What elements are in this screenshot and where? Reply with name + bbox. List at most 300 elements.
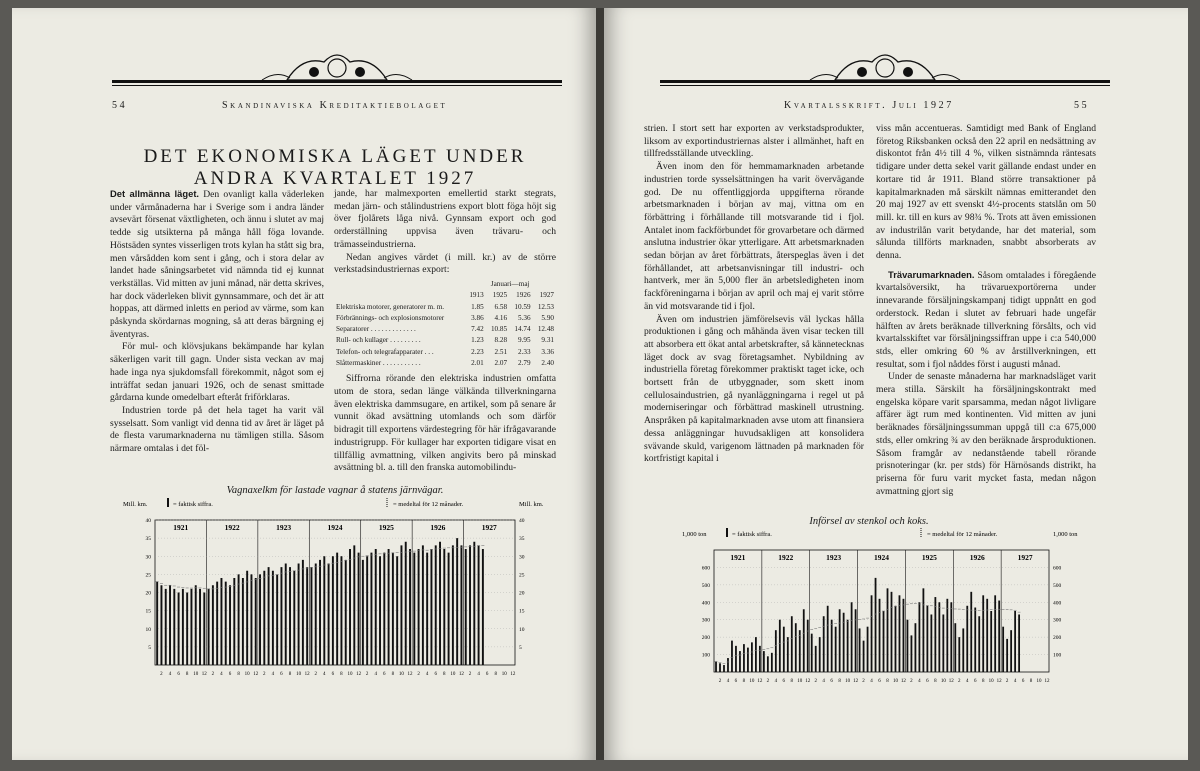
year-label: 1925	[921, 553, 937, 562]
data-bar	[974, 608, 976, 672]
month-tick-label: 8	[288, 672, 292, 677]
data-bar	[775, 630, 777, 672]
data-bar	[907, 620, 909, 672]
month-tick-label: 6	[973, 679, 977, 684]
month-tick-label: 2	[365, 672, 369, 677]
legend-bar-label: = faktisk siffra.	[732, 531, 772, 538]
month-tick-label: 4	[870, 679, 873, 684]
article-title: DET EKONOMISKA LÄGET UNDER ANDRA KVARTALET 1927	[143, 146, 527, 189]
chart-caption: Införsel av stenkol och koks.	[809, 516, 929, 527]
data-bar	[719, 663, 721, 672]
paragraph: Även inom den för hemmamarknaden arbetande industrien torde sysselsättningen ha varit övervägande god. De nu offentliggjorda uppgifterna rörande arbetsmarknaden i början av maj, vittna om en förbättring i förhållande till motsvarande tid i fjol. Antalet inom fackförbundet för grovarbetare och därmed anslutna industrier ökar ytterligare. Att arbetsmarknaden sedan början av året förbättrats, återspeglas även i det förhållandet, att arbetsanvisningar till industri- och hantverk, mer än 5,000 fler än arbetsledigheten inom fackföreningarna i början av april och maj ej varit större än vid motsvarande tid i fjol.	[644, 161, 864, 312]
data-bar	[430, 549, 432, 665]
data-bar	[375, 549, 377, 665]
month-tick-label: 4	[425, 672, 429, 677]
month-tick-label: 6	[331, 672, 335, 677]
unit-label-left: 1,000 ton	[682, 531, 707, 538]
y-tick-label-right: 600	[1053, 565, 1062, 572]
data-bar	[276, 574, 278, 665]
month-tick-label: 6	[1021, 679, 1025, 684]
data-bar	[448, 553, 450, 665]
data-bar	[238, 574, 240, 665]
paragraph: Under de senaste månaderna har marknadsläget varit mera stilla. Särskilt ha försäljningskontrakt med engelska köpare varit sparsamma, medan något livligare affärer ägt rum med kontinenten. Vid mitten av juni beräknades försäljningssumman uppgå till c:a 675,000 stds, eller omkring ¾ av den beräknade årsproduktionen. Såsom framgår av nedanstående tabell rörande prisnoteringar (kr. per stds) för Härnösands distrikt, ha priserna för furu varit mycket fasta, medan någon avmattning gjort sig	[876, 371, 1096, 497]
table-cell: 9.31	[541, 336, 554, 345]
data-bar	[482, 549, 484, 665]
right-column-1	[644, 123, 864, 466]
table-cell: 2.33	[517, 347, 531, 356]
data-bar	[439, 542, 441, 665]
data-bar	[263, 571, 265, 665]
month-tick-label: 4	[965, 679, 969, 684]
y-tick-label-right: 20	[519, 590, 525, 597]
year-header: 1913	[469, 291, 484, 300]
month-tick-label: 10	[1036, 679, 1042, 684]
data-bar	[779, 620, 781, 672]
data-bar	[835, 627, 837, 672]
year-label: 1923	[276, 523, 292, 532]
year-label: 1926	[969, 553, 985, 562]
data-bar	[891, 592, 893, 672]
running-head: Skandinaviska Kreditaktiebolaget	[222, 100, 448, 111]
data-bar	[819, 637, 821, 672]
month-tick-label: 4	[477, 672, 480, 677]
data-bar	[843, 613, 845, 672]
month-tick-label: 4	[168, 672, 172, 677]
gutter	[596, 8, 604, 760]
left-column-2	[334, 188, 556, 475]
month-tick-label: 8	[886, 679, 889, 684]
export-table	[334, 279, 556, 369]
data-bar	[958, 637, 960, 672]
data-bar	[751, 642, 753, 672]
y-tick-label-right: 300	[1053, 617, 1062, 624]
data-bar	[767, 656, 769, 672]
data-bar	[443, 549, 445, 665]
data-bar	[942, 614, 944, 672]
data-bar	[934, 597, 936, 672]
data-bar	[315, 564, 317, 666]
month-tick-label: 12	[458, 672, 464, 677]
month-tick-label: 8	[237, 672, 240, 677]
data-bar	[911, 635, 913, 672]
data-bar	[815, 646, 817, 672]
table-cell: 6.58	[494, 302, 508, 311]
data-bar	[807, 620, 809, 672]
y-tick-label-left: 300	[701, 617, 710, 624]
y-tick-label-left: 500	[701, 582, 710, 589]
table-row	[334, 347, 556, 358]
data-bar	[950, 602, 952, 672]
right-page	[604, 8, 1188, 760]
month-tick-label: 6	[177, 672, 180, 677]
table-span-header: Januari—maj	[490, 279, 530, 288]
month-tick-label: 12	[900, 679, 906, 684]
month-tick-label: 2	[417, 672, 420, 677]
year-label: 1925	[378, 523, 394, 532]
month-tick-label: 2	[211, 672, 215, 677]
table-cell: 1.23	[471, 336, 484, 345]
month-tick-label: 8	[790, 679, 794, 684]
y-tick-label-left: 400	[701, 600, 710, 607]
month-tick-label: 4	[1013, 679, 1017, 684]
data-bar	[1006, 639, 1008, 672]
data-bar	[1018, 614, 1020, 672]
paragraph: Nedan angives värdet (i mill. kr.) av de större verkstadsindustriernas export:	[334, 251, 556, 276]
data-bar	[855, 609, 857, 672]
month-tick-label: 4	[822, 679, 825, 684]
data-bar	[302, 560, 304, 665]
data-bar	[743, 644, 745, 672]
data-bar	[203, 593, 205, 666]
data-bar	[216, 582, 218, 665]
data-bar	[272, 571, 274, 665]
month-tick-label: 6	[280, 672, 283, 677]
y-tick-label-right: 40	[519, 518, 525, 524]
month-tick-label: 10	[296, 672, 302, 677]
month-tick-label: 10	[347, 672, 353, 677]
year-label: 1921	[173, 523, 189, 532]
y-tick-label-left: 5	[148, 644, 151, 651]
data-bar	[306, 567, 308, 665]
y-tick-label-right: 400	[1053, 600, 1062, 607]
year-label: 1927	[481, 523, 497, 532]
data-bar	[875, 578, 877, 672]
data-bar	[926, 606, 928, 672]
month-tick-label: 8	[443, 672, 446, 677]
data-bar	[190, 589, 192, 665]
paragraph: jande, har malmexporten emellertid starkt stegrats, medan järn- och stålindustriens export blott föga höjt sig över fjolårets låga nivå. Gynnsam export och god orderställning uppvisa även trävaru- och trämasseindustrierna.	[334, 188, 556, 250]
y-tick-label-right: 5	[519, 644, 522, 651]
data-bar	[715, 662, 717, 672]
month-tick-label: 12	[407, 672, 413, 677]
month-tick-label: 6	[734, 679, 738, 684]
paragraph: Även om industrien jämförelsevis väl lyckas hålla produktionen i gång och måhända även visar tecken till att absorbera ett ökat antal arbetskrafter, så kännetecknas läget dock av svag företagsamhet. Nybildning av industriella företag förekommer praktiskt taget icke, och bortsett från de utbyggnader, som skett inom cellulosaindustrien, gå nyanläggningarna i regel ut på moderniseringar och förbättrad maskinell utrustning. Anspråken på kapitalmarknaden avse utom att finansiera dessa anläggningar huvudsakligen att konsolidera svävande skuld, varigenom lättnaden på marknaden för kortfristigt kapital i	[644, 313, 864, 465]
y-tick-label-left: 40	[145, 518, 151, 524]
left-column-1	[110, 188, 324, 456]
month-tick-label: 10	[450, 672, 456, 677]
table-cell: 3.86	[471, 313, 484, 322]
year-label: 1923	[826, 553, 842, 562]
month-tick-label: 8	[185, 672, 189, 677]
data-bar	[298, 564, 300, 666]
data-bar	[1002, 627, 1004, 672]
year-label: 1927	[1017, 553, 1033, 562]
data-bar	[930, 614, 932, 672]
month-tick-label: 10	[797, 679, 803, 684]
month-tick-label: 2	[1005, 679, 1009, 684]
data-bar	[250, 574, 252, 665]
month-tick-label: 4	[774, 679, 778, 684]
data-bar	[349, 549, 351, 665]
table-cell: 10.85	[490, 325, 508, 334]
month-tick-label: 2	[263, 672, 266, 677]
month-tick-label: 12	[1044, 679, 1050, 684]
data-bar	[739, 651, 741, 672]
data-bar	[795, 623, 797, 672]
data-bar	[456, 538, 458, 665]
data-bar	[938, 602, 940, 672]
table-row	[334, 313, 556, 324]
data-bar	[345, 560, 347, 665]
data-bar	[422, 545, 424, 665]
legend-bar-label: = faktisk siffra.	[173, 501, 213, 508]
month-tick-label: 10	[244, 672, 250, 677]
data-bar	[182, 589, 184, 665]
data-bar	[899, 595, 901, 672]
table-cell: 5.90	[541, 313, 554, 322]
section-lead: Trävarumarknaden.	[888, 268, 975, 280]
unit-label-left: Mill. km.	[123, 501, 148, 508]
data-bar	[978, 616, 980, 672]
data-bar	[847, 620, 849, 672]
unit-label-right: Mill. km.	[519, 501, 544, 508]
month-tick-label: 4	[918, 679, 921, 684]
data-bar	[225, 582, 227, 665]
row-label: Slåttermaskiner . . . . . . . . . . .	[336, 359, 421, 367]
data-bar	[285, 564, 287, 666]
data-bar	[831, 620, 833, 672]
data-bar	[208, 589, 210, 665]
data-bar	[962, 628, 964, 672]
month-tick-label: 12	[356, 672, 362, 677]
month-tick-label: 10	[845, 679, 851, 684]
month-tick-label: 12	[510, 672, 516, 677]
data-bar	[803, 609, 805, 672]
data-bar	[332, 556, 334, 665]
month-tick-label: 8	[1029, 679, 1033, 684]
month-tick-label: 12	[805, 679, 811, 684]
paragraph: För mul- och klövsjukans bekämpande har kylan säkerligen varit till gagn. Under sista veckan av maj hade inga nya sjukdomsfall förekommit, något som ej inträffat sedan januari 1926, och de senast smittade gårdarna kunde omedelbart efteråt friförklaras.	[110, 341, 324, 404]
row-label: Rull- och kullager . . . . . . . . .	[336, 336, 421, 345]
row-label: Elektriska motorer, generatorer m. m.	[336, 302, 445, 311]
data-bar	[199, 589, 201, 665]
ornament-header	[112, 50, 562, 92]
railway-chart	[110, 498, 560, 683]
data-bar	[280, 567, 282, 665]
year-label: 1922	[778, 553, 794, 562]
table-cell: 2.23	[471, 347, 484, 356]
data-bar	[787, 637, 789, 672]
data-bar	[319, 560, 321, 665]
data-bar	[229, 585, 231, 665]
month-tick-label: 4	[374, 672, 377, 677]
month-tick-label: 6	[434, 672, 437, 677]
ornament-header	[660, 50, 1110, 92]
paragraph: Industrien torde på det hela taget ha varit väl sysselsatt. Som vanligt vid denna tid av året är läget på de flesta varumarknaderna nu tämligen stilla. Såsom närmare omtalas i det föl-	[110, 404, 324, 455]
data-bar	[998, 601, 1000, 672]
legend-bar-swatch	[167, 498, 169, 507]
page-number: 54	[112, 100, 128, 111]
month-tick-label: 10	[940, 679, 946, 684]
month-tick-label: 12	[757, 679, 763, 684]
data-bar	[336, 553, 338, 665]
page-number: 55	[1074, 100, 1090, 111]
data-bar	[293, 571, 295, 665]
data-bar	[478, 545, 480, 665]
y-tick-label-left: 100	[701, 652, 710, 659]
data-bar	[418, 549, 420, 665]
left-page	[12, 8, 596, 760]
row-label: Förbrännings- och explosionsmotorer	[336, 313, 445, 322]
y-tick-label-right: 100	[1053, 652, 1062, 659]
table-cell: 10.59	[514, 302, 531, 311]
data-bar	[242, 578, 244, 665]
row-label: Telefon- och telegrafapparater . . .	[336, 347, 434, 356]
y-tick-label-right: 35	[519, 536, 525, 543]
table-cell: 12.48	[537, 325, 554, 334]
month-tick-label: 10	[892, 679, 898, 684]
year-label: 1921	[730, 553, 746, 562]
data-bar	[358, 553, 360, 665]
data-bar	[220, 578, 222, 665]
data-bar	[871, 595, 873, 672]
y-tick-label-left: 35	[145, 536, 151, 543]
data-bar	[212, 585, 214, 665]
table-cell: 5.36	[517, 313, 531, 322]
table-cell: 9.95	[517, 336, 531, 345]
data-bar	[990, 611, 992, 672]
month-tick-label: 10	[398, 672, 404, 677]
data-bar	[426, 553, 428, 665]
data-bar	[970, 592, 972, 672]
y-tick-label-left: 25	[145, 572, 151, 579]
data-bar	[799, 630, 801, 672]
y-tick-label-left: 200	[701, 635, 710, 642]
table-cell: 2.07	[494, 359, 508, 367]
paragraph: viss mån accentueras. Samtidigt med Bank of England företog Riksbanken också den 22 april en nedsättning av diskontot från 4½ till 4 %, vilken sistnämnda räntesats tidigare under detta sekel varit gällande endast under en kortare tid år 1911. Bland större transaktioner på kapitalmarknaden må särskilt nämnas emitterandet den 20 maj 1927 av ett svenskt 4½-procents statslån om 50 mill. kr. till en kurs av 98¾ %. Trots att även emissionen av industrilån varit betydande, har det material, som sålunda tillförts marknaden, snabbt absorberats av denna.	[876, 123, 1096, 262]
month-tick-label: 2	[910, 679, 913, 684]
data-bar	[811, 634, 813, 672]
paragraph: Såsom omtalades i föregående kvartalsöversikt, ha trävaruexportörerna under innevarande försäljningskampanj tidigt uppnått en god orderstock. Redan i slutet av februari hade ungefär hälften av årets beräknade tillverkning försålts, och vid kvartalsskiftet var försäljningssiffran uppe i c:a 540,000 stds, eller omkring 60 % av årstillverkningen, ett resultat, som i fjol nåddes först i augusti månad.	[876, 269, 1096, 370]
data-bar	[823, 616, 825, 672]
data-bar	[246, 571, 248, 665]
month-tick-label: 10	[501, 672, 507, 677]
y-tick-label-right: 15	[519, 608, 525, 615]
month-tick-label: 8	[934, 679, 937, 684]
data-bar	[903, 599, 905, 672]
table-row	[334, 302, 556, 313]
data-bar	[323, 556, 325, 665]
data-bar	[178, 593, 180, 666]
data-bar	[982, 595, 984, 672]
data-bar	[268, 567, 270, 665]
chart-caption: Vagnaxelkm för lastade vagnar å statens järnvägar.	[226, 485, 444, 496]
data-bar	[165, 589, 167, 665]
data-bar	[731, 641, 733, 672]
month-tick-label: 4	[220, 672, 223, 677]
data-bar	[839, 609, 841, 672]
table-cell: 2.51	[494, 347, 508, 356]
legend-mean-label: = medeltal för 12 månader.	[393, 501, 464, 508]
paragraph: strien. I stort sett har exporten av verkstadsprodukter, liksom av exportindustriernas alster i allmänhet, haft en tillfredsställande utveckling.	[644, 123, 864, 160]
table-row	[334, 335, 556, 346]
data-bar	[946, 599, 948, 672]
table-header-row	[334, 290, 556, 301]
year-label: 1924	[874, 553, 889, 562]
month-tick-label: 4	[271, 672, 275, 677]
data-bar	[310, 567, 312, 665]
data-bar	[966, 606, 968, 672]
data-bar	[289, 567, 291, 665]
data-bar	[922, 588, 924, 672]
data-bar	[791, 616, 793, 672]
data-bar	[160, 585, 162, 665]
y-tick-label-left: 10	[145, 626, 151, 633]
y-tick-label-left: 15	[145, 608, 151, 615]
year-header: 1926	[516, 291, 531, 300]
data-bar	[1014, 611, 1016, 672]
table-cell: 12.53	[537, 302, 554, 311]
coal-import-chart	[674, 528, 1124, 688]
data-bar	[727, 658, 729, 672]
data-bar	[409, 549, 411, 665]
data-bar	[195, 585, 197, 665]
table-cell: 1.85	[471, 302, 484, 311]
data-bar	[370, 553, 372, 665]
data-bar	[879, 599, 881, 672]
data-bar	[887, 588, 889, 672]
month-tick-label: 6	[926, 679, 929, 684]
data-bar	[186, 593, 188, 666]
y-tick-label-left: 20	[145, 590, 151, 597]
data-bar	[851, 602, 853, 672]
data-bar	[783, 627, 785, 672]
data-bar	[915, 623, 917, 672]
data-bar	[469, 545, 471, 665]
month-tick-label: 8	[340, 672, 343, 677]
table-cell: 2.79	[517, 359, 531, 367]
data-bar	[827, 606, 829, 672]
data-bar	[400, 545, 402, 665]
month-tick-label: 12	[996, 679, 1002, 684]
y-tick-label-right: 25	[519, 572, 525, 579]
month-tick-label: 2	[160, 672, 163, 677]
table-cell: 7.42	[471, 325, 484, 334]
month-tick-label: 10	[193, 672, 199, 677]
month-tick-label: 2	[958, 679, 961, 684]
y-tick-label-left: 600	[701, 565, 710, 572]
y-tick-label-right: 200	[1053, 635, 1062, 642]
y-tick-label-right: 10	[519, 626, 525, 633]
month-tick-label: 2	[314, 672, 317, 677]
month-tick-label: 12	[253, 672, 259, 677]
month-tick-label: 8	[838, 679, 841, 684]
data-bar	[759, 646, 761, 672]
month-tick-label: 6	[830, 679, 833, 684]
y-tick-label-left: 30	[145, 554, 151, 561]
month-tick-label: 2	[766, 679, 770, 684]
data-bar	[863, 641, 865, 672]
month-tick-label: 8	[494, 672, 497, 677]
table-cell: 3.36	[541, 347, 554, 356]
data-bar	[473, 542, 475, 665]
month-tick-label: 4	[323, 672, 326, 677]
data-bar	[379, 556, 381, 665]
month-tick-label: 6	[485, 672, 489, 677]
data-bar	[259, 574, 261, 665]
data-bar	[895, 606, 897, 672]
data-bar	[883, 611, 885, 672]
data-bar	[340, 556, 342, 665]
data-bar	[867, 627, 869, 672]
month-tick-label: 12	[853, 679, 859, 684]
data-bar	[388, 549, 390, 665]
unit-label-right: 1,000 ton	[1053, 531, 1078, 538]
month-tick-label: 10	[749, 679, 755, 684]
y-tick-label-right: 500	[1053, 582, 1062, 589]
month-tick-label: 12	[201, 672, 207, 677]
data-bar	[435, 545, 437, 665]
